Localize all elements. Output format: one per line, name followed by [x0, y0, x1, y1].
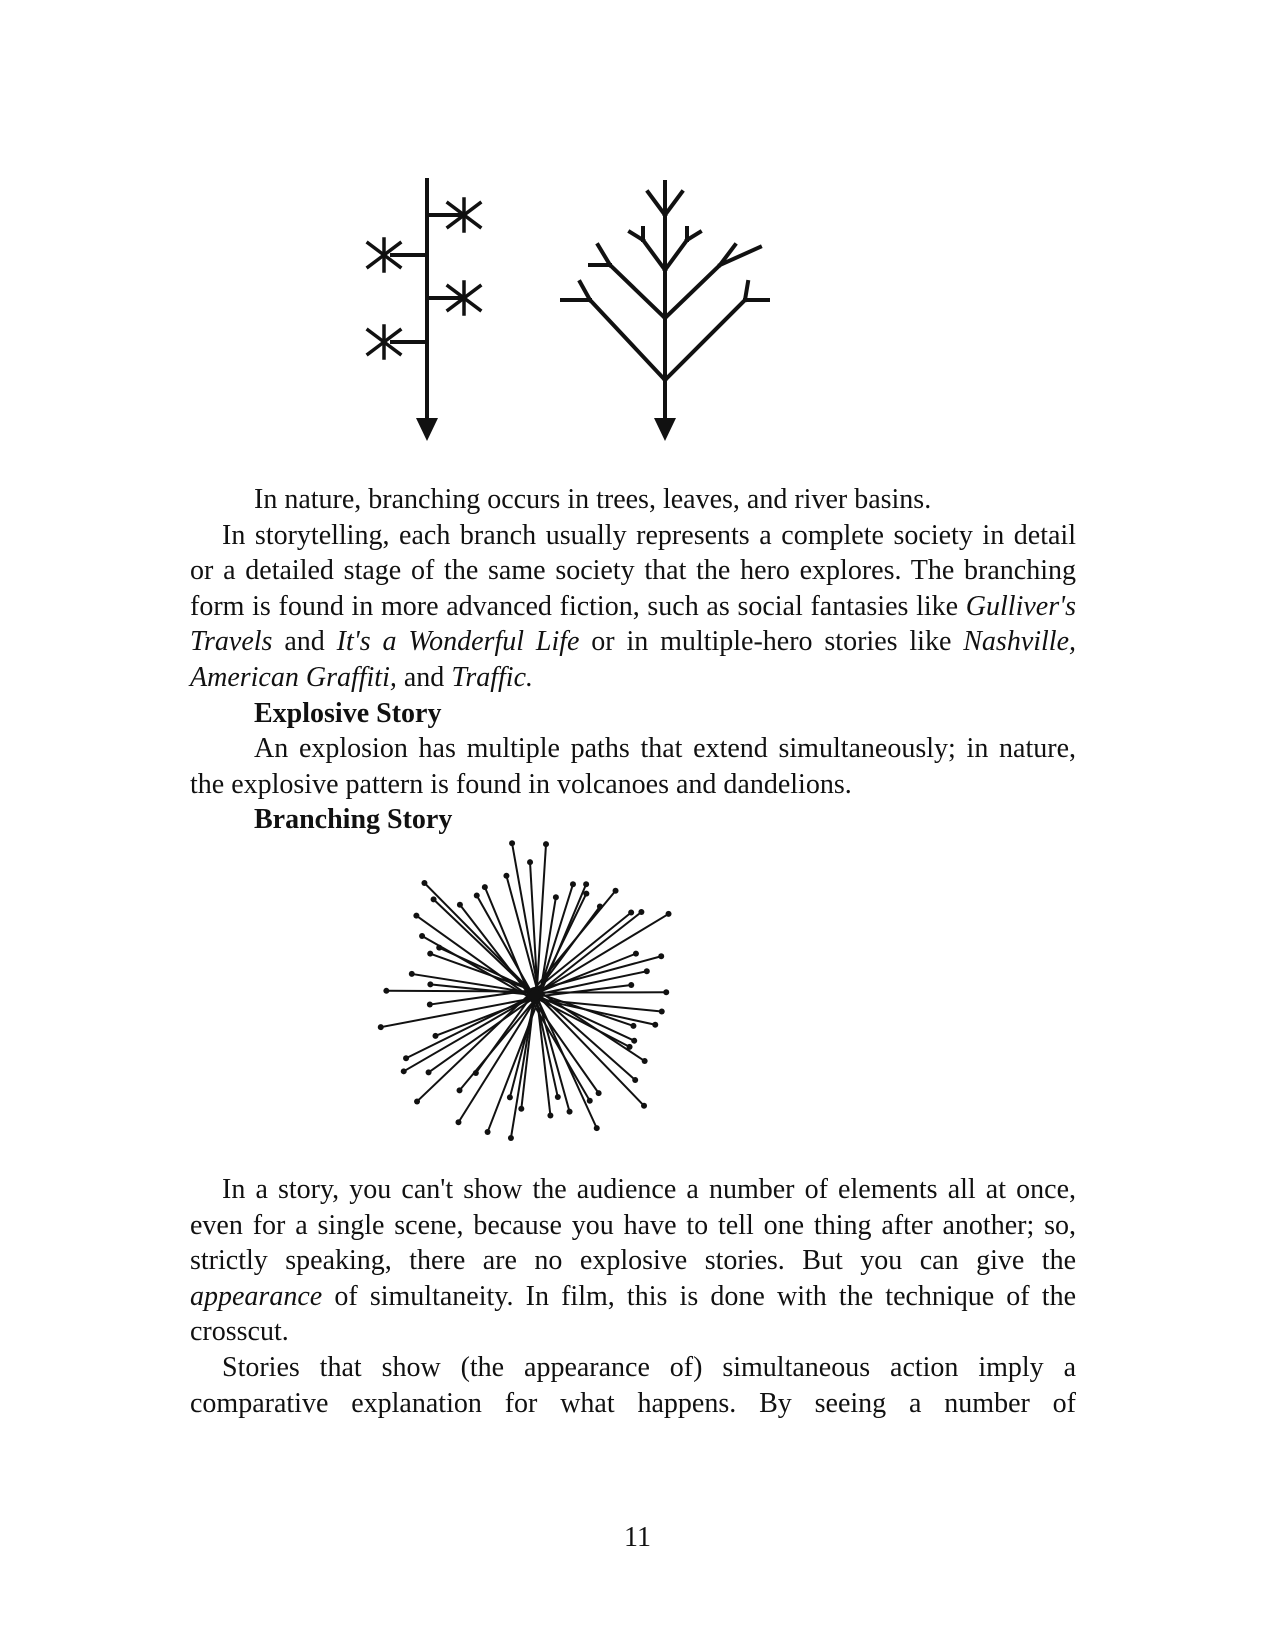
burst-ray-tip [652, 1022, 658, 1028]
burst-ray-tip [638, 909, 644, 915]
explosion-diagram [350, 840, 710, 1160]
burst-ray-tip [642, 1058, 648, 1064]
text-run: In storytelling, each branch usually represents a complete society in detail or a detailed stage of the same society that the hero explores. The branching form is found in more advanced fiction, such as social fantasies like [190, 519, 1076, 622]
branching-diagrams [350, 170, 790, 455]
burst-ray [488, 1000, 539, 1132]
burst-ray-tip [508, 1135, 514, 1141]
burst-ray-tip [455, 1119, 461, 1125]
burst-ray-tip [630, 1023, 636, 1029]
page-number: 11 [624, 1522, 651, 1553]
burst-ray-tip [555, 1094, 561, 1100]
emphasis-appearance: appearance [190, 1280, 323, 1312]
burst-center [528, 988, 542, 1002]
paragraph-nature-branching: In nature, branching occurs in trees, leaves, and river basins. [254, 484, 932, 515]
text-run: of simultaneity. In film, this is done with the technique of the crosscut. [190, 1280, 1076, 1348]
burst-ray-tip [507, 1094, 513, 1100]
burst-ray-tip [414, 1098, 420, 1104]
heading-branching-story: Branching Story [254, 804, 453, 836]
burst-ray-tip [583, 891, 589, 897]
burst-ray-tip [644, 968, 650, 974]
title-gullivers-travels: Gulliver's Travels [190, 590, 1076, 658]
burst-ray-tip [633, 951, 639, 957]
text-run: or in multiple-hero stories like [579, 626, 964, 658]
burst-ray-tip [409, 971, 415, 977]
text-run: and [272, 626, 337, 658]
body-text [190, 482, 1076, 838]
burst-ray [512, 843, 539, 994]
burst-ray-tip [570, 881, 576, 887]
burst-ray-tip [401, 1068, 407, 1074]
burst-ray-tip [659, 1008, 665, 1014]
text-run: and [396, 661, 452, 693]
title-traffic: Traffic. [451, 661, 534, 693]
burst-ray-tip [666, 911, 672, 917]
burst-ray-tip [594, 1125, 600, 1131]
burst-ray-tip [383, 988, 389, 994]
burst-ray [533, 891, 615, 990]
burst-ray-tip [474, 893, 480, 899]
burst-ray-tip [485, 1129, 491, 1135]
burst-ray-tip [587, 1098, 593, 1104]
burst-ray-tip [482, 884, 488, 890]
paragraph-storytelling-branch [190, 518, 1076, 696]
burst-ray-tip [518, 1106, 524, 1112]
title-nashville-graffiti: Nashville, American Graffiti, [190, 626, 1077, 693]
paragraph-explosion: An explosion has multiple paths that extend simultaneously; in nature, the explosive pattern is found in volcanoes and dandelions. [190, 733, 1076, 800]
burst-ray-tip [658, 953, 664, 959]
burst-ray-tip [431, 896, 437, 902]
burst-ray-tip [457, 1087, 463, 1093]
burst-ray-tip [509, 840, 515, 846]
burst-ray-tip [567, 1109, 573, 1115]
burst-ray-tip [427, 981, 433, 987]
burst-ray-tip [631, 1038, 637, 1044]
burst-ray-tip [543, 841, 549, 847]
burst-ray-tip [613, 888, 619, 894]
paragraph-comparative: Stories that show (the appearance of) simultaneous action imply a comparative explanation for what happens. By seeing a number of [190, 1351, 1076, 1419]
linear-branch-diagram [368, 180, 480, 441]
text-run: In a story, you can't show the audience a number of elements all at once, even for a single scene, because you have to tell one thing after another; so, strictly speaking, there are no explosive stories. But you can give the [190, 1174, 1076, 1277]
burst-ray-tip [596, 1090, 602, 1096]
heading-explosive-story: Explosive Story [254, 697, 442, 729]
burst-ray-tip [403, 1055, 409, 1061]
burst-ray-tip [413, 913, 419, 919]
burst-ray-tip [427, 951, 433, 957]
burst-ray-tip [628, 982, 634, 988]
burst-ray-tip [503, 873, 509, 879]
paragraph-simultaneity [190, 1172, 1076, 1350]
burst-ray-tip [421, 880, 427, 886]
burst-ray-tip [553, 894, 559, 900]
burst-ray-tip [628, 909, 634, 915]
burst-ray-tip [527, 859, 533, 865]
burst-ray-tip [547, 1113, 553, 1119]
burst-ray-tip [641, 1103, 647, 1109]
burst-ray-tip [663, 989, 669, 995]
burst-ray [530, 912, 631, 993]
burst-ray-tip [378, 1024, 384, 1030]
tree-branch-diagram [562, 182, 768, 441]
burst-ray-tip [426, 1069, 432, 1075]
burst-ray-tip [632, 1077, 638, 1083]
burst-ray-tip [432, 1033, 438, 1039]
burst-ray-tip [457, 902, 463, 908]
body-text-lower [190, 1172, 1076, 1421]
burst-ray-tip [419, 933, 425, 939]
title-wonderful-life: It's a Wonderful Life [336, 626, 580, 658]
burst-ray [416, 916, 533, 1000]
burst-ray-tip [583, 881, 589, 887]
burst-ray-tip [427, 1002, 433, 1008]
